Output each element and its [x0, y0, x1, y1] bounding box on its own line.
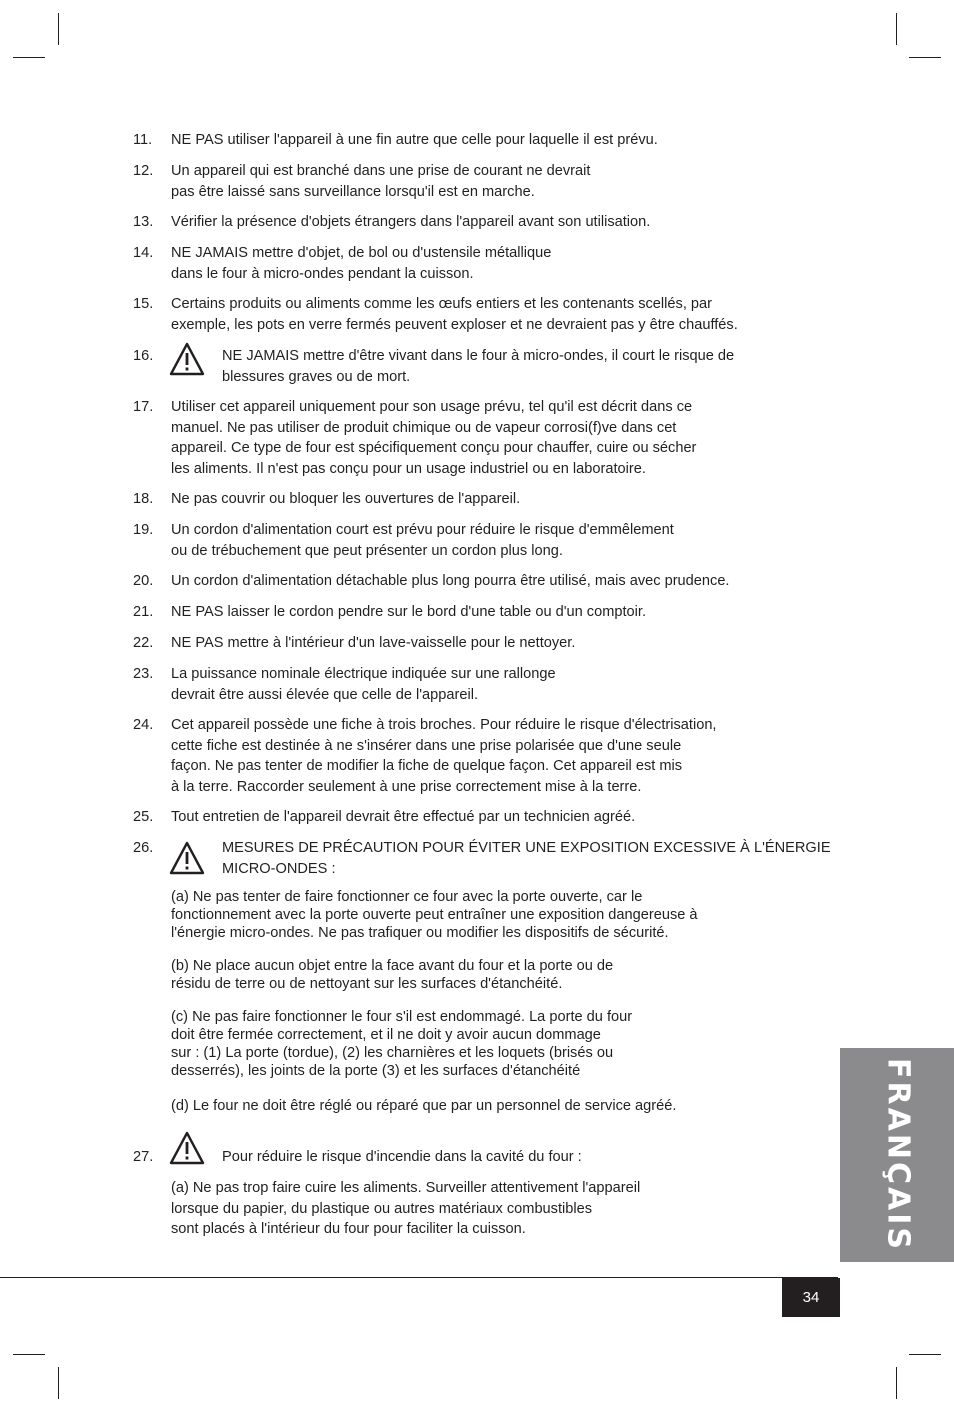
item-number: 22.	[133, 635, 154, 651]
text-line: doit être fermée correctement, et il ne doit y avoir aucun dommage	[171, 1027, 601, 1043]
crop-mark	[13, 57, 45, 58]
item-number: 18.	[133, 491, 154, 507]
crop-mark	[909, 57, 941, 58]
text-line: NE JAMAIS mettre d'objet, de bol ou d'ustensile métallique	[171, 245, 552, 261]
text-line: manuel. Ne pas utiliser de produit chimique ou de vapeur corrosi(f)ve dans cet	[171, 419, 677, 436]
text-line: Un cordon d'alimentation court est prévu pour réduire le risque d'emmêlement	[171, 522, 674, 538]
text-line: cette fiche est destinée à ne s'insérer dans une prise polarisée que d'une seule	[171, 737, 682, 754]
text-line: Un cordon d'alimentation détachable plus long pourra être utilisé, mais avec prudence.	[171, 573, 730, 589]
footer-rule	[0, 1277, 838, 1278]
text-line: blessures graves ou de mort.	[222, 368, 411, 385]
item-text	[222, 838, 830, 879]
item-number: 16.	[133, 348, 154, 364]
item-number: 15.	[133, 296, 154, 312]
text-line: Pour réduire le risque d'incendie dans la cavité du four :	[222, 1149, 582, 1165]
text-line: dans le four à micro-ondes pendant la cuisson.	[171, 265, 474, 282]
warning-triangle-icon	[169, 1131, 205, 1165]
item-text	[171, 807, 830, 828]
text-line: desserrés), les joints de la porte (3) et les surfaces d'étanchéité	[171, 1063, 581, 1079]
item-text	[171, 664, 830, 705]
text-line: (a) Ne pas trop faire cuire les aliments. Surveiller attentivement l'appareil	[171, 1180, 641, 1196]
item-text	[171, 243, 830, 284]
item-number: 25.	[133, 809, 154, 825]
sub-paragraph-26a	[171, 888, 698, 942]
language-tab-label: FRANÇAIS	[880, 1058, 916, 1252]
text-line: exemple, les pots en verre fermés peuvent exploser et ne devraient pas y être chauffés.	[171, 316, 738, 333]
item-text	[171, 130, 830, 151]
item-number: 14.	[133, 245, 154, 261]
text-line: appareil. Ce type de four est spécifiquement conçu pour chauffer, cuire ou sécher	[171, 440, 697, 456]
item-text	[171, 161, 830, 202]
text-line: (c) Ne pas faire fonctionner le four s'il est endommagé. La porte du four	[171, 1009, 633, 1025]
text-line: résidu de terre ou de nettoyant sur les surfaces d'étanchéité.	[171, 976, 563, 992]
item-number: 12.	[133, 163, 154, 179]
warning-triangle-icon	[169, 841, 205, 875]
crop-mark	[58, 1367, 59, 1399]
item-number: 19.	[133, 522, 154, 538]
text-line: l'énergie micro-ondes. Ne pas trafiquer ou modifier les dispositifs de sécurité.	[171, 925, 669, 941]
text-line: Vérifier la présence d'objets étrangers dans l'appareil avant son utilisation.	[171, 214, 651, 230]
text-line: MICRO-ONDES :	[222, 860, 336, 877]
text-line: Ne pas couvrir ou bloquer les ouvertures de l'appareil.	[171, 491, 521, 507]
item-text	[171, 397, 830, 479]
item-text	[171, 489, 830, 510]
item-number: 17.	[133, 399, 154, 415]
text-line: les aliments. Il n'est pas conçu pour un usage industriel ou en laboratoire.	[171, 460, 646, 477]
item-number: 27.	[133, 1149, 154, 1165]
text-line: NE PAS utiliser l'appareil à une fin autre que celle pour laquelle il est prévu.	[171, 132, 658, 148]
crop-mark	[13, 1354, 45, 1355]
item-text	[171, 212, 830, 233]
item-text	[171, 294, 830, 335]
item-number: 11.	[133, 132, 153, 148]
text-line: MESURES DE PRÉCAUTION POUR ÉVITER UNE EXPOSITION EXCESSIVE À L'ÉNERGIE	[222, 840, 831, 856]
text-line: NE PAS laisser le cordon pendre sur le bord d'une table ou d'un comptoir.	[171, 604, 647, 620]
sub-paragraph-27a	[171, 1178, 640, 1240]
text-line: lorsque du papier, du plastique ou autres matériaux combustibles	[171, 1200, 593, 1217]
text-line: (d) Le four ne doit être réglé ou réparé que par un personnel de service agréé.	[171, 1098, 677, 1114]
sub-paragraph-26d	[171, 1097, 676, 1115]
text-line: Utiliser cet appareil uniquement pour son usage prévu, tel qu'il est décrit dans ce	[171, 399, 693, 415]
item-number: 21.	[133, 604, 154, 620]
crop-mark	[909, 1354, 941, 1355]
sub-paragraph-26b	[171, 957, 613, 993]
text-line: sont placés à l'intérieur du four pour faciliter la cuisson.	[171, 1221, 526, 1237]
text-line: devrait être aussi élevée que celle de l'appareil.	[171, 686, 479, 703]
item-number: 23.	[133, 666, 154, 682]
language-tab	[840, 1048, 954, 1262]
item-text	[171, 571, 830, 592]
text-line: sur : (1) La porte (tordue), (2) les charnières et les loquets (brisés ou	[171, 1045, 614, 1061]
crop-mark	[896, 1367, 897, 1399]
sub-paragraph-26c	[171, 1008, 632, 1080]
item-number: 24.	[133, 717, 154, 733]
item-text	[171, 602, 830, 623]
text-line: NE PAS mettre à l'intérieur d'un lave-vaisselle pour le nettoyer.	[171, 635, 576, 651]
text-line: pas être laissé sans surveillance lorsqu'il est en marche.	[171, 183, 535, 200]
text-line: La puissance nominale électrique indiquée sur une rallonge	[171, 666, 556, 682]
text-line: Tout entretien de l'appareil devrait être effectué par un technicien agréé.	[171, 809, 636, 825]
item-number: 13.	[133, 214, 154, 230]
crop-mark	[896, 13, 897, 45]
text-line: fonctionnement avec la porte ouverte peut entraîner une exposition dangereuse à	[171, 907, 698, 923]
item-text	[171, 633, 830, 654]
text-line: (b) Ne place aucun objet entre la face avant du four et la porte ou de	[171, 958, 614, 974]
text-line: façon. Ne pas tenter de modifier la fiche de quelque façon. Cet appareil est mis	[171, 758, 683, 774]
item-text	[222, 1147, 830, 1168]
item-text	[171, 520, 830, 561]
text-line: (a) Ne pas tenter de faire fonctionner ce four avec la porte ouverte, car le	[171, 889, 643, 905]
text-line: Certains produits ou aliments comme les œufs entiers et les contenants scellés, par	[171, 296, 713, 312]
crop-mark	[58, 13, 59, 45]
text-line: ou de trébuchement que peut présenter un cordon plus long.	[171, 542, 563, 559]
text-line: Cet appareil possède une fiche à trois broches. Pour réduire le risque d'électrisation,	[171, 717, 717, 733]
item-number: 26.	[133, 840, 154, 856]
item-number: 20.	[133, 573, 154, 589]
item-text	[171, 715, 830, 797]
text-line: NE JAMAIS mettre d'être vivant dans le four à micro-ondes, il court le risque de	[222, 348, 735, 364]
text-line: à la terre. Raccorder seulement à une prise correctement mise à la terre.	[171, 778, 642, 795]
text-line: Un appareil qui est branché dans une prise de courant ne devrait	[171, 163, 591, 179]
item-text	[222, 346, 830, 387]
warning-triangle-icon	[169, 342, 205, 376]
page-number: 34	[782, 1278, 840, 1317]
